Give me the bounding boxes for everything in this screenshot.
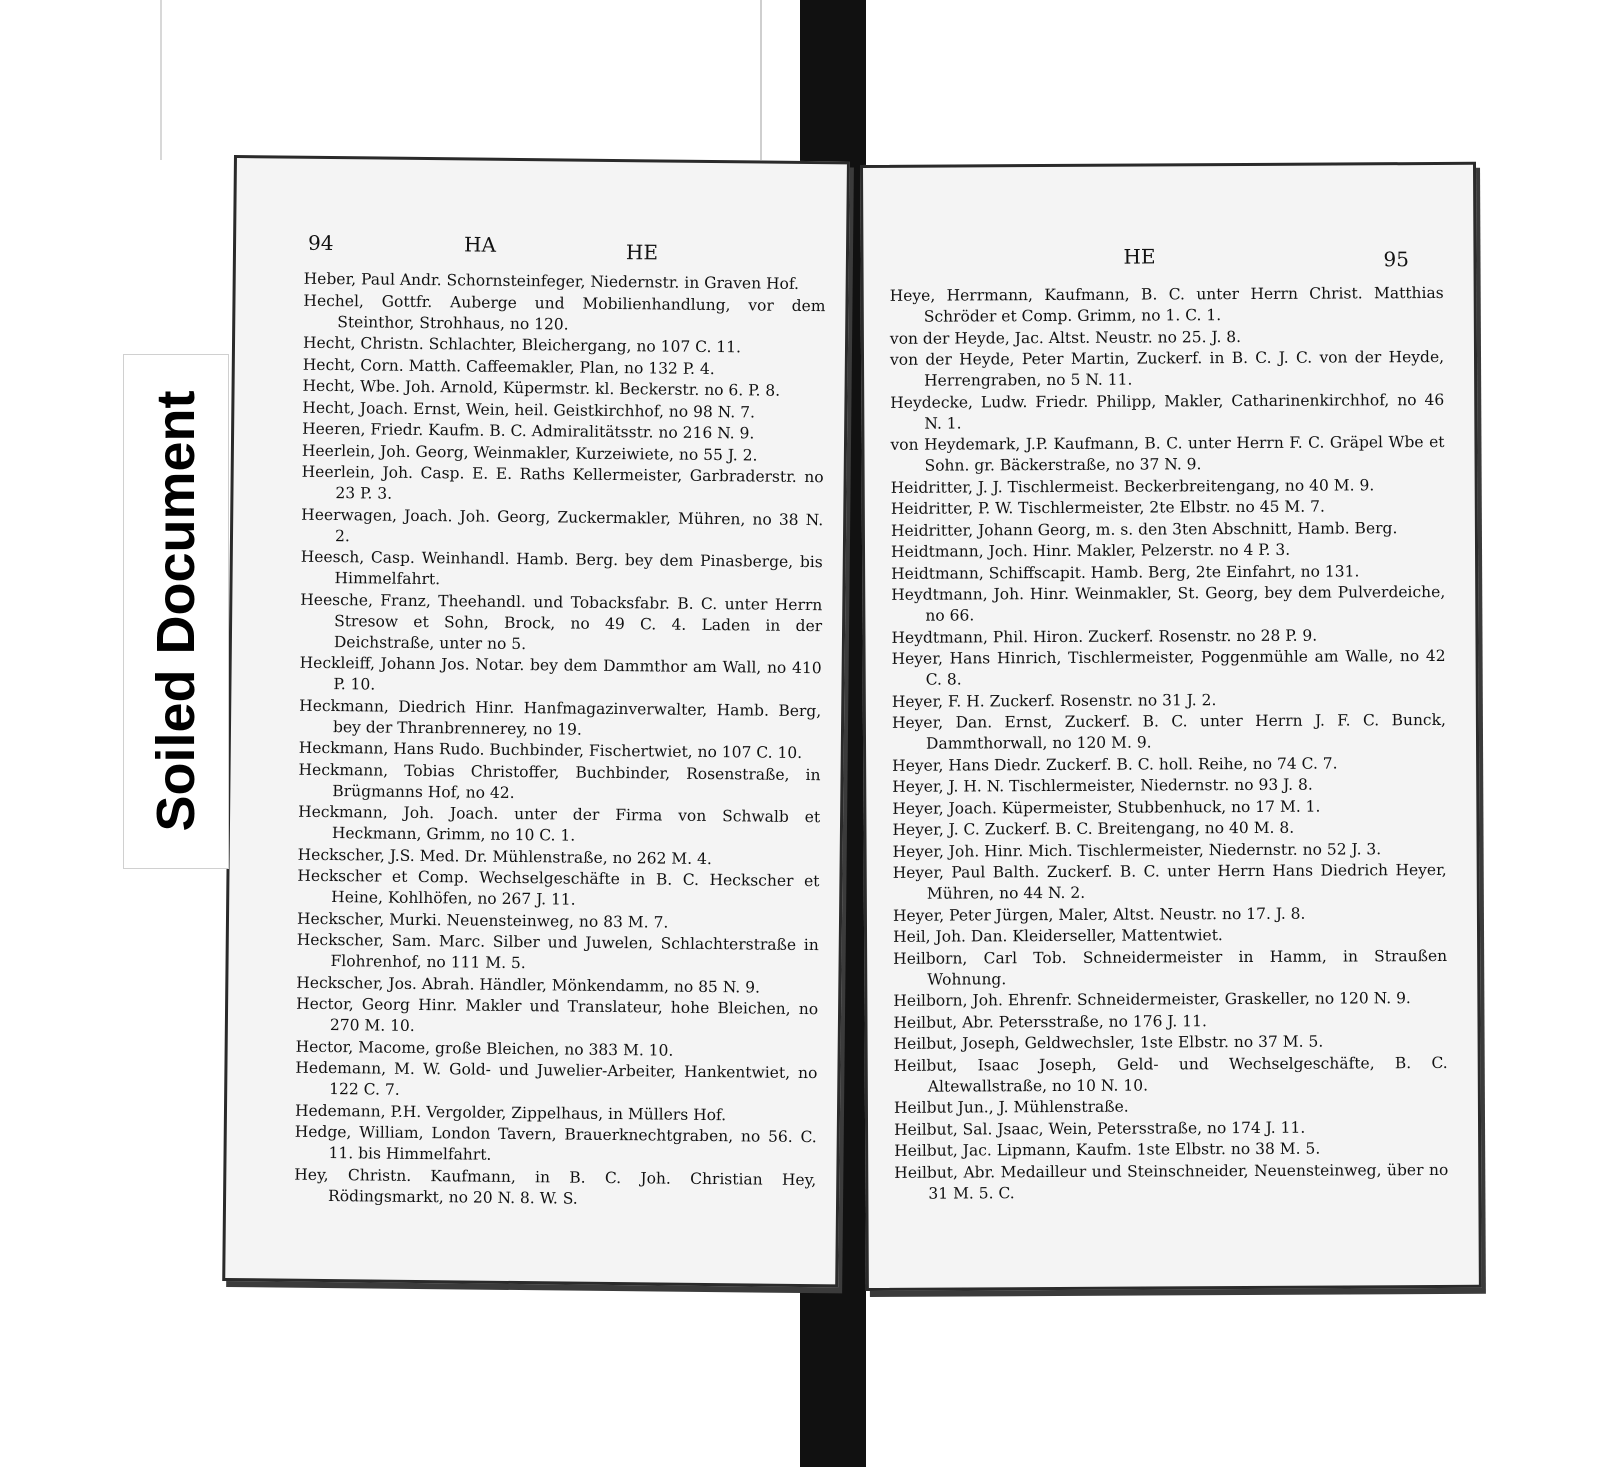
directory-entry: Heerlein, Joh. Casp. E. E. Raths Kellermeister, Garbraderstr. no 23 P. 3. <box>301 462 824 503</box>
directory-entry: Hedemann, P.H. Vergolder, Zippelhaus, in Müllers Hof. <box>294 1101 727 1124</box>
directory-entry: Heilbut, Abr. Medailleur und Steinschneider, Neuensteinweg, über no 31 M. 5. C. <box>894 1160 1449 1203</box>
directory-entry: Heilbut, Abr. Petersstraße, no 176 J. 11. <box>893 1011 1207 1032</box>
directory-entry: Hector, Georg Hinr. Makler und Translateur, hohe Bleichen, no 270 M. 10. <box>296 994 819 1035</box>
directory-entry: Heckscher, Murki. Neuensteinweg, no 83 M. 7. <box>296 909 669 932</box>
left-page <box>222 155 850 1287</box>
directory-entry: Heesch, Casp. Weinhandl. Hamb. Berg. bey dem Pinasberge, bis Himmelfahrt. <box>300 547 823 589</box>
directory-entry: Heber, Paul Andr. Schornsteinfeger, Niedernstr. in Graven Hof. <box>303 269 800 293</box>
directory-entry: Heilborn, Joh. Ehrenfr. Schneidermeister, Graskeller, no 120 N. 9. <box>893 989 1411 1010</box>
directory-entries <box>890 283 1449 1205</box>
directory-entry: Hecht, Corn. Matth. Caffeemakler, Plan, no 132 P. 4. <box>302 355 715 378</box>
directory-entry: Heidtmann, Joch. Hinr. Makler, Pelzerstr. no 4 P. 3. <box>890 540 1291 561</box>
page-number: 94 <box>307 230 334 256</box>
directory-entry: Heye, Herrmann, Kaufmann, B. C. unter Herrn Christ. Matthias Schröder et Comp. Grimm, no 1. C. 1. <box>889 283 1444 326</box>
directory-entry: Heydecke, Ludw. Friedr. Philipp, Makler, Catharinenkirchhof, no 46 N. 1. <box>890 390 1445 433</box>
directory-entry: Heeren, Friedr. Kaufm. B. C. Admiralitätsstr. no 216 N. 9. <box>302 419 755 443</box>
directory-entry: Heckscher, Sam. Marc. Silber und Juwelen, Schlachterstraße in Flohrenhof, no 111 M. 5. <box>296 930 819 973</box>
directory-entry: von der Heyde, Jac. Altst. Neustr. no 25. J. 8. <box>889 327 1242 348</box>
right-page <box>860 162 1482 1291</box>
directory-entry: Heyer, Dan. Ernst, Zuckerf. B. C. unter Herrn J. F. C. Bunck, Dammthorwall, no 120 M. 9. <box>891 710 1446 753</box>
soiled-document-label <box>123 354 229 869</box>
directory-entry: Heilbut, Joseph, Geldwechsler, 1ste Elbstr. no 37 M. 5. <box>893 1032 1324 1053</box>
directory-entry: Heckscher, J.S. Med. Dr. Mühlenstraße, no 262 M. 4. <box>297 845 712 868</box>
directory-entry: Heidritter, P. W. Tischlermeister, 2te Elbstr. no 45 M. 7. <box>890 497 1325 518</box>
directory-entry: Hedge, William, London Tavern, Brauerknechtgraben, no 56. C. 11. bis Himmelfahrt. <box>294 1122 817 1164</box>
directory-entry: Heyer, J. H. N. Tischlermeister, Niedernstr. no 93 J. 8. <box>892 775 1313 796</box>
scanner-edge-line <box>160 0 162 160</box>
directory-entry: Heyer, Hans Diedr. Zuckerf. B. C. holl. Reihe, no 74 C. 7. <box>892 754 1338 775</box>
directory-entries <box>294 269 826 1212</box>
directory-entry: Heckmann, Tobias Christoffer, Buchbinder, Rosenstraße, in Brügmanns Hof, no 42. <box>298 760 821 802</box>
directory-entry: Heckleiff, Johann Jos. Notar. bey dem Dammthor am Wall, no 410 P. 10. <box>299 653 822 694</box>
directory-entry: Hector, Macome, große Bleichen, no 383 M. 10. <box>295 1037 674 1060</box>
directory-entry: Heckscher et Comp. Wechselgeschäfte in B. C. Heckscher et Heine, Kohlhöfen, no 267 J. 11. <box>297 866 820 909</box>
running-header: HE <box>1123 244 1156 269</box>
directory-entry: Heyer, J. C. Zuckerf. B. C. Breitengang, no 40 M. 8. <box>892 818 1295 839</box>
directory-entry: Heckscher, Jos. Abrah. Händler, Mönkendamm, no 85 N. 9. <box>296 973 761 997</box>
directory-entry: Heil, Joh. Dan. Kleiderseller, Mattentwiet. <box>892 926 1223 946</box>
directory-entry: Heesche, Franz, Theehandl. und Tobacksfabr. B. C. unter Herrn Stresow et Sohn, Brock, no 49 C. 4. Laden in der Deichstraße, unter no 5. <box>300 590 823 653</box>
directory-entry: Heilbut, Isaac Joseph, Geld- und Wechselgeschäfte, B. C. Altewallstraße, no 10 N. 10. <box>893 1053 1448 1096</box>
directory-entry: Hecht, Christn. Schlachter, Bleichergang, no 107 C. 11. <box>302 333 742 357</box>
right-page-header <box>863 237 1473 272</box>
directory-entry: Heckmann, Joh. Joach. unter der Firma von Schwalb et Heckmann, Grimm, no 10 C. 1. <box>298 802 821 845</box>
directory-entry: Heidritter, Johann Georg, m. s. den 3ten Abschnitt, Hamb. Berg. <box>890 518 1398 540</box>
label-text: Soiled Document <box>146 390 206 832</box>
directory-entry: Hecht, Wbe. Joh. Arnold, Küpermstr. kl. Beckerstr. no 6. P. 8. <box>302 376 781 400</box>
directory-entry: Heyer, F. H. Zuckerf. Rosenstr. no 31 J. 2. <box>891 690 1217 711</box>
directory-entry: Heyer, Peter Jürgen, Maler, Altst. Neustr. no 17. J. 8. <box>892 904 1306 925</box>
running-header-right: HE <box>625 240 659 265</box>
directory-entry: Heydtmann, Phil. Hiron. Zuckerf. Rosenstr. no 28 P. 9. <box>891 626 1318 647</box>
directory-entry: Heyer, Paul Balth. Zuckerf. B. C. unter Herrn Hans Diedrich Heyer, Mühren, no 44 N. 2. <box>892 860 1447 903</box>
directory-entry: Heckmann, Diedrich Hinr. Hanfmagazinverwalter, Hamb. Berg, bey der Thranbrennerey, no 19. <box>299 696 822 739</box>
directory-entry: Heidtmann, Schiffscapit. Hamb. Berg, 2te Einfahrt, no 131. <box>891 561 1360 583</box>
directory-entry: Heydtmann, Joh. Hinr. Weinmakler, St. Georg, bey dem Pulverdeiche, no 66. <box>891 582 1446 625</box>
directory-entry: Heilbut, Sal. Jsaac, Wein, Petersstraße, no 174 J. 11. <box>894 1118 1306 1139</box>
directory-entry: Heilborn, Carl Tob. Schneidermeister in Hamm, in Straußen Wohnung. <box>893 946 1448 989</box>
directory-entry: Heyer, Joh. Hinr. Mich. Tischlermeister, Niedernstr. no 52 J. 3. <box>892 839 1382 861</box>
directory-entry: Heyer, Joach. Küpermeister, Stubbenhuck, no 17 M. 1. <box>892 797 1321 818</box>
directory-entry: Heilbut Jun., J. Mühlenstraße. <box>893 1097 1129 1117</box>
directory-entry: Hechel, Gottfr. Auberge und Mobilienhandlung, vor dem Steinthor, Strohhaus, no 120. <box>303 291 826 334</box>
directory-entry: Hey, Christn. Kaufmann, in B. C. Joh. Christian Hey, Rödingsmarkt, no 20 N. 8. W. S. <box>294 1165 817 1208</box>
running-header-left: HA <box>463 232 497 257</box>
scanner-edge-line <box>760 0 762 160</box>
directory-entry: von Heydemark, J.P. Kaufmann, B. C. unter Herrn F. C. Gräpel Wbe et Sohn. gr. Bäckerstraße, no 37 N. 9. <box>890 432 1445 475</box>
directory-entry: Heerlein, Joh. Georg, Weinmakler, Kurzeiwiete, no 55 J. 2. <box>301 441 758 464</box>
directory-entry: Hedemann, M. W. Gold- und Juwelier-Arbeiter, Hankentwiet, no 122 C. 7. <box>295 1058 818 1099</box>
directory-entry: Heidritter, J. J. Tischlermeist. Beckerbreitengang, no 40 M. 9. <box>890 475 1375 497</box>
page-number: 95 <box>1383 247 1410 272</box>
left-page-header <box>236 230 846 268</box>
directory-entry: von der Heyde, Peter Martin, Zuckerf. in B. C. J. C. von der Heyde, Herrengraben, no 5 N. 11. <box>889 347 1445 390</box>
directory-entry: Heckmann, Hans Rudo. Buchbinder, Fischertwiet, no 107 C. 10. <box>298 738 803 762</box>
directory-entry: Heerwagen, Joach. Joh. Georg, Zuckermakler, Mühren, no 38 N. 2. <box>301 505 824 545</box>
directory-entry: Heilbut, Jac. Lipmann, Kaufm. 1ste Elbstr. no 38 M. 5. <box>894 1139 1321 1160</box>
directory-entry: Heyer, Hans Hinrich, Tischlermeister, Poggenmühle am Walle, no 42 C. 8. <box>891 646 1446 689</box>
directory-entry: Hecht, Joach. Ernst, Wein, heil. Geistkirchhof, no 98 N. 7. <box>302 398 756 421</box>
